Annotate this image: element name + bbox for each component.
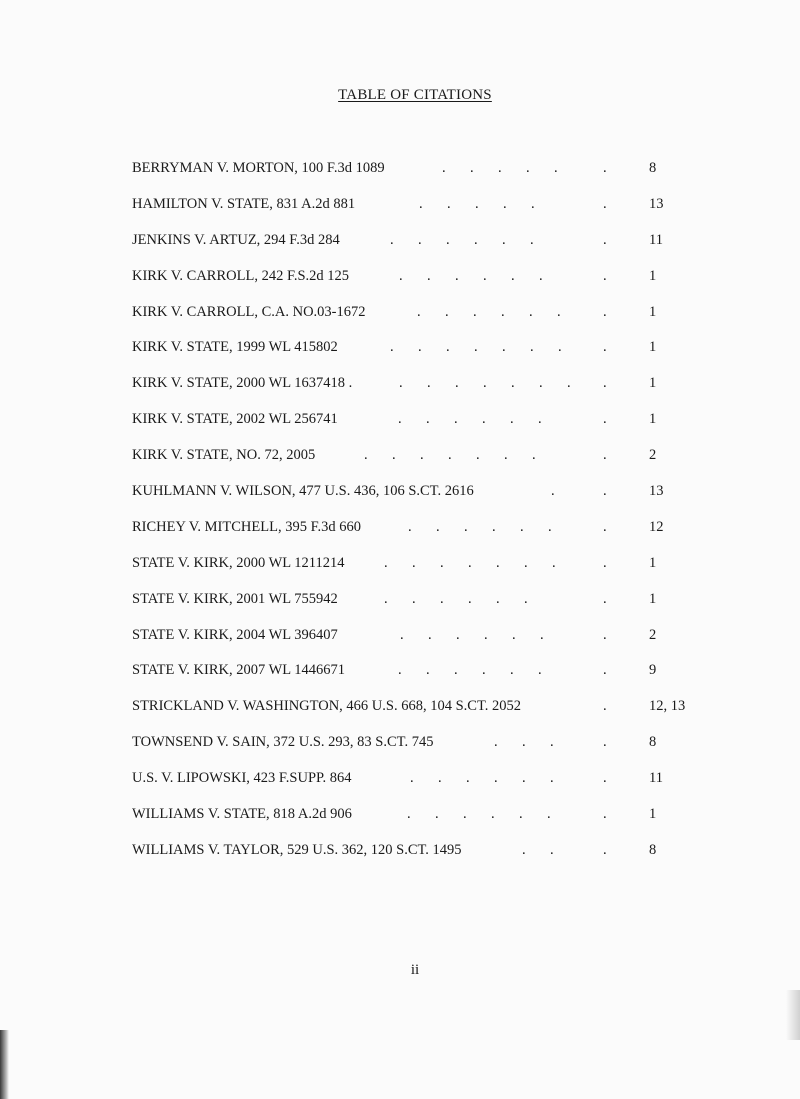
citation-pages: 12 [649, 518, 664, 535]
citation-case: STATE V. KIRK, 2000 WL 1211214 [132, 554, 345, 571]
dot-leader: . . . . . . . [364, 447, 536, 464]
dot-leader-end: . [603, 662, 607, 679]
dot-leader-end: . [603, 518, 607, 535]
dot-leader-end: . [603, 483, 607, 500]
citation-case: WILLIAMS V. TAYLOR, 529 U.S. 362, 120 S.CT. 1495 [132, 841, 462, 858]
citation-row [132, 840, 692, 876]
citation-pages: 12, 13 [649, 698, 686, 715]
citation-row [132, 194, 692, 230]
dot-leader: . . . . . . [400, 626, 544, 643]
dot-leader-end: . [603, 195, 607, 212]
scan-edge-shadow-right [786, 990, 800, 1040]
dot-leader: . . . . . . [399, 267, 543, 284]
citation-pages: 1 [649, 267, 657, 284]
dot-leader: . . . . . . [417, 303, 561, 320]
citation-row [132, 409, 692, 445]
dot-leader-end: . [603, 554, 607, 571]
citation-row [132, 625, 692, 661]
dot-leader: . . . . . . [407, 806, 551, 823]
citation-case: JENKINS V. ARTUZ, 294 F.3d 284 [132, 231, 340, 248]
page-title: TABLE OF CITATIONS [338, 87, 492, 103]
citation-pages: 1 [649, 375, 657, 392]
citation-pages: 1 [649, 339, 657, 356]
citation-pages: 2 [649, 626, 657, 643]
citation-row [132, 553, 692, 589]
dot-leader: . . . . . . [410, 770, 554, 787]
citation-case: HAMILTON V. STATE, 831 A.2d 881 [132, 195, 356, 212]
citation-case: RICHEY V. MITCHELL, 395 F.3d 660 [132, 518, 361, 535]
dot-leader-end: . [603, 841, 607, 858]
citation-case: KIRK V. STATE, 2002 WL 256741 [132, 411, 338, 428]
citation-case: KIRK V. STATE, 1999 WL 415802 [132, 339, 338, 356]
dot-leader: . . . . . . [384, 590, 528, 607]
citation-case: WILLIAMS V. STATE, 818 A.2d 906 [132, 806, 352, 823]
dot-leader: . . . . . [419, 195, 535, 212]
citation-row [132, 696, 692, 732]
citation-row [132, 445, 692, 481]
scan-edge-shadow [0, 1030, 9, 1099]
citation-row [132, 266, 692, 302]
dot-leader-end: . [603, 806, 607, 823]
citation-row [132, 158, 692, 194]
citation-row [132, 660, 692, 696]
citation-case: STATE V. KIRK, 2007 WL 1446671 [132, 662, 345, 679]
citation-pages: 2 [649, 447, 657, 464]
dot-leader-end: . [603, 411, 607, 428]
citation-pages: 1 [649, 411, 657, 428]
citation-case: KIRK V. CARROLL, 242 F.S.2d 125 [132, 267, 350, 284]
dot-leader-end: . [603, 626, 607, 643]
citation-pages: 1 [649, 590, 657, 607]
dot-leader-end: . [603, 447, 607, 464]
dot-leader-end: . [603, 267, 607, 284]
dot-leader: . . . . . . [408, 518, 552, 535]
citation-pages: 13 [649, 195, 664, 212]
citation-row [132, 768, 692, 804]
dot-leader: . . . . . . [398, 662, 542, 679]
citation-row [132, 481, 692, 517]
dot-leader-end: . [603, 375, 607, 392]
dot-leader: . . . . . . . [390, 339, 562, 356]
citation-row [132, 373, 692, 409]
dot-leader-end: . [603, 303, 607, 320]
citation-row [132, 804, 692, 840]
dot-leader-end: . [603, 590, 607, 607]
citation-case: STRICKLAND V. WASHINGTON, 466 U.S. 668, 104 S.CT. 2052 [132, 698, 521, 715]
citation-case: KIRK V. STATE, NO. 72, 2005 [132, 447, 316, 464]
citation-case: KIRK V. STATE, 2000 WL 1637418 . [132, 375, 353, 392]
dot-leader-end: . [603, 698, 607, 715]
citation-pages: 11 [649, 231, 663, 248]
page-number: ii [410, 962, 420, 978]
citation-pages: 1 [649, 806, 657, 823]
dot-leader-end: . [603, 160, 607, 176]
dot-leader-end: . [603, 734, 607, 751]
dot-leader: . . . . . . [398, 411, 542, 428]
citation-pages: 1 [649, 303, 657, 320]
citation-case: STATE V. KIRK, 2001 WL 755942 [132, 590, 338, 607]
citation-case: KIRK V. CARROLL, C.A. NO.03-1672 [132, 303, 366, 320]
citation-row [132, 337, 692, 373]
dot-leader: . . . . . . . [384, 554, 556, 571]
citation-case: BERRYMAN V. MORTON, 100 F.3d 1089 [132, 160, 385, 176]
citation-row [132, 589, 692, 625]
citation-pages: 8 [649, 841, 657, 858]
dot-leader-end: . [603, 770, 607, 787]
citation-pages: 9 [649, 662, 657, 679]
citation-pages: 1 [649, 554, 657, 571]
citation-case: TOWNSEND V. SAIN, 372 U.S. 293, 83 S.CT. 745 [132, 734, 434, 751]
dot-leader: . . . [494, 734, 554, 751]
citation-row [132, 230, 692, 266]
dot-leader: . . . . . . . [399, 375, 571, 392]
dot-leader: . . . . . [442, 160, 558, 176]
citations-list [132, 158, 692, 876]
citation-pages: 13 [649, 483, 664, 500]
citation-row [132, 302, 692, 338]
dot-leader: . . . . . . [390, 231, 534, 248]
dot-leader: . [551, 483, 555, 500]
dot-leader-end: . [603, 231, 607, 248]
citation-pages: 11 [649, 770, 663, 787]
dot-leader-end: . [603, 339, 607, 356]
citation-case: U.S. V. LIPOWSKI, 423 F.SUPP. 864 [132, 770, 352, 787]
citation-row [132, 517, 692, 553]
dot-leader: . . [522, 841, 554, 858]
citation-pages: 8 [649, 734, 657, 751]
citation-case: STATE V. KIRK, 2004 WL 396407 [132, 626, 338, 643]
citation-pages: 8 [649, 160, 657, 176]
citation-case: KUHLMANN V. WILSON, 477 U.S. 436, 106 S.CT. 2616 [132, 483, 474, 500]
citation-row [132, 732, 692, 768]
